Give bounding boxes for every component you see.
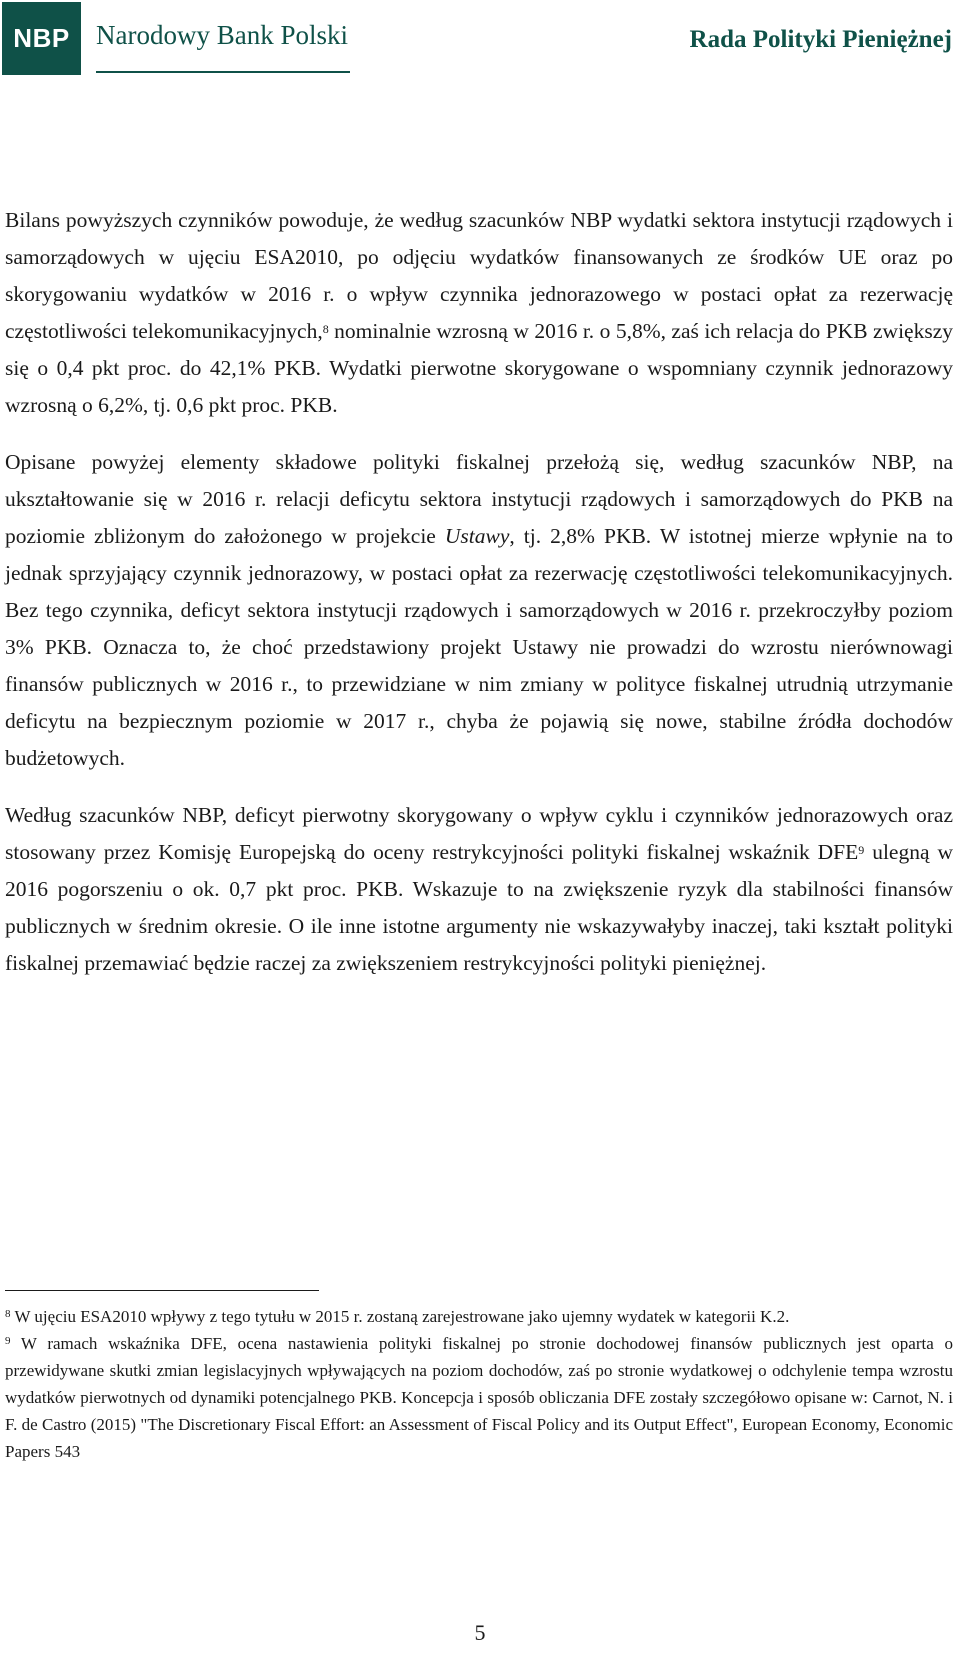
footnote-9	[5, 1330, 953, 1465]
page-header	[0, 0, 960, 80]
nbp-logo-text: NBP	[13, 23, 70, 53]
footnote-separator	[5, 1290, 319, 1291]
paragraph-3	[5, 797, 953, 982]
footnotes	[5, 1303, 953, 1465]
paragraph-1	[5, 202, 953, 424]
footnote-8-number: 8	[5, 1308, 11, 1320]
footnote-9-text: W ramach wskaźnika DFE, ocena nastawienia polityki fiskalnej po stronie dochodowej finansów publicznych jest oparta o przewidywane skutki zmian legislacyjnych wpływających na poziom dochodów, zaś po stronie wydatkowej o odchylenie tempa wzrostu wydatków pierwotnych od dynamiki potencjalnego PKB. Koncepcja i sposób obliczania DFE zostały szczegółowo opisane w: Carnot, N. i F. de Castro (2015) "The Discretionary Fiscal Effort: an Assessment of Fiscal Policy and its Output Effect", European Economy, Economic Papers 543	[5, 1334, 953, 1461]
footnote-9-number: 9	[5, 1335, 11, 1347]
footnote-ref-8[interactable]: 8	[322, 322, 329, 336]
paragraph-1-text-b: nominalnie wzrosną w 2016 r. o 5,8%, zaś ich relacja do PKB zwiększy się o 0,4 pkt proc. do 42,1% PKB. Wydatki pierwotne skorygowane o wspomniany czynnik jednorazowy wzrosną o 6,2%, tj. 0,6 pkt proc. PKB.	[5, 319, 953, 417]
bank-name-underline	[96, 71, 350, 73]
paragraph-2	[5, 444, 953, 777]
document-body	[5, 202, 953, 1002]
footnote-8-text: W ujęciu ESA2010 wpływy z tego tytułu w 2015 r. zostaną zarejestrowane jako ujemny wydatek w kategorii K.2.	[10, 1307, 790, 1326]
footnote-8	[5, 1303, 953, 1330]
paragraph-2-italic: Ustawy	[444, 524, 510, 548]
page-number: 5	[474, 1620, 486, 1645]
paragraph-1-text-a: Bilans powyższych czynników powoduje, że według szacunków NBP wydatki sektora instytucji rządowych i samorządowych w ujęciu ESA2010, po odjęciu wydatków finansowanych ze środków UE oraz po skorygowaniu wydatków w 2016 r. o wpływ czynnika jednorazowego w postaci opłat za rezerwację częstotliwości telekomunikacyjnych,	[5, 208, 953, 343]
paragraph-2-text-b: , tj. 2,8% PKB. W istotnej mierze wpłynie na to jednak sprzyjający czynnik jednorazowy, w postaci opłat za rezerwację częstotliwości telekomunikacyjnych. Bez tego czynnika, deficyt sektora instytucji rządowych i samorządowych w 2016 r. przekroczyłby poziom 3% PKB. Oznacza to, że choć przedstawiony projekt Ustawy nie prowadzi do wzrostu nierównowagi finansów publicznych w 2016 r., to przewidziane w nim zmiany w polityce fiskalnej utrudnią utrzymanie deficytu na bezpiecznym poziomie w 2017 r., chyba że pojawią się nowe, stabilne źródła dochodów budżetowych.	[5, 524, 953, 770]
paragraph-2-text-a: Opisane powyżej elementy składowe polityki fiskalnej przełożą się, według szacunków NBP, na ukształtowanie się w 2016 r. relacji deficytu sektora instytucji rządowych i samorządowych do PKB na poziomie zbliżonym do założonego w projekcie	[5, 450, 953, 548]
paragraph-3-text-a: Według szacunków NBP, deficyt pierwotny skorygowany o wpływ cyklu i czynników jednorazowych oraz stosowany przez Komisję Europejską do oceny restrykcyjności polityki fiskalnej wskaźnik DFE	[5, 803, 953, 864]
bank-name: Narodowy Bank Polski	[96, 20, 348, 50]
nbp-logo	[2, 2, 81, 75]
footnote-ref-9[interactable]: 9	[858, 843, 865, 857]
paragraph-3-text-b: ulegną w 2016 pogorszeniu o ok. 0,7 pkt proc. PKB. Wskazuje to na zwiększenie ryzyk dla stabilności finansów publicznych w średnim okresie. O ile inne istotne argumenty nie wskazywałyby inaczej, taki kształt polityki fiskalnej przemawiać będzie raczej za zwiększeniem restrykcyjności polityki pieniężnej.	[5, 840, 953, 975]
council-name: Rada Polityki Pieniężnej	[689, 26, 952, 53]
